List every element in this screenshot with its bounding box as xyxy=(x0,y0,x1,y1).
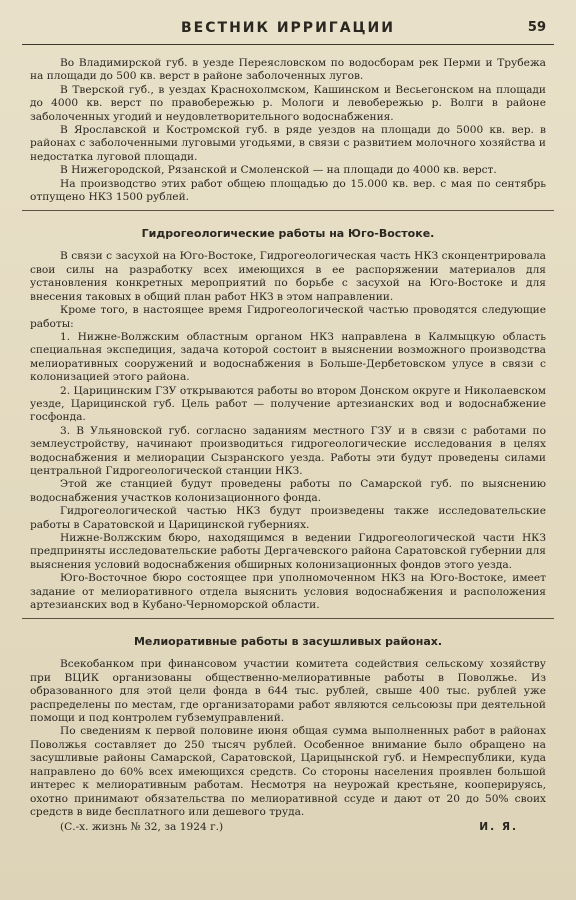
section-divider xyxy=(22,618,554,619)
section-divider xyxy=(22,210,554,211)
paragraph: В Нижегородской, Рязанской и Смоленской — на площади до 4000 кв. верст. xyxy=(60,164,497,177)
paragraph: По сведениям к первой половине июня общая сумма выполненных работ в районах Поволжья составляет до 250 тысяч рублей. Особенное внимание было обращено на засушливые районы Самарской, Саратовской, Царицынской губ. и Немреспублики, куда направлено до 60% всех имеющихся средств. Со стороны населения проявлен большой интерес к мелиоративным работам. Несмотря на неурожай крестьяне, кооперируясь, охотно принимают обязательства по мелиоративной ссуде и дают от 20 до 50% своих средств в виде бесплатного или дешевого труда. xyxy=(30,725,546,818)
article-footer xyxy=(30,821,546,839)
paragraph: Всекобанком при финансовом участии комитета содействия сельскому хозяйству при ВЦИК организованы общественно-мелиоративные работы в Поволжье. Из образованного для этой цели фонда в 644 тыс. рублей, свыше 400 тыс. рублей уже распределены по местам, где организаторами работ являются сельсоюзы при деятельной помощи и под контролем губземуправлений. xyxy=(30,658,546,725)
paragraph: 1. Нижне-Волжским областным органом НКЗ направлена в Калмыцкую область специальная экспедиция, задача которой состоит в выяснении возможного производства мелиоративных сооружений и водоснабжения в Больше-Дербетовском улусе в связи с колонизацией этого района. xyxy=(30,330,546,384)
paragraph: В связи с засухой на Юго-Востоке, Гидрогеологическая часть НКЗ сконцентрировала свои силы на разработку всех имеющихся в ее распоряжении материалов для установления конкретных мероприятий по борьбе с засухой на Юго-Востоке и для внесения таковых в общий план работ НКЗ в этом направлении. xyxy=(30,250,546,303)
source-citation: (С.-х. жизнь № 32, за 1924 г.) xyxy=(60,821,224,834)
paragraph: В Тверской губ., в уездах Краснохолмском, Кашинском и Весьегонском на площади до 4000 кв. верст по правобережью р. Мологи и левобережью р. Волги в районе заболоченных угодий и неудовлетворительного водоснабжения. xyxy=(30,83,546,123)
paragraph: На производство этих работ общею площадью до 15.000 кв. вер. с мая по сентябрь отпущено НКЗ 1500 рублей. xyxy=(30,177,546,204)
journal-title: ВЕСТНИК ИРРИГАЦИИ xyxy=(181,20,395,36)
section-hydrogeology xyxy=(30,227,546,612)
paragraph: Этой же станцией будут проведены работы по Самарской губ. по выяснению водоснабжения участков колонизационного фонда. xyxy=(30,478,546,504)
intro-section xyxy=(30,57,546,204)
paragraph: Кроме того, в настоящее время Гидрогеологической частью проводятся следующие работы: xyxy=(30,304,546,330)
page-number: 59 xyxy=(527,20,546,35)
section-melioration xyxy=(30,635,546,819)
paragraph: Нижне-Волжским бюро, находящимся в ведении Гидрогеологической части НКЗ предприняты исследовательские работы Дергачевского района Саратовской губернии для выяснения условий водоснабжения обширных колонизационных фондов этого уезда. xyxy=(30,532,546,571)
paragraph: В Ярославской и Костромской губ. в ряде уездов на площади до 5000 кв. вер. в районах с заболоченными луговыми угодьями, в связи с развитием молочного хозяйства и недостатка луговой площади. xyxy=(30,124,546,163)
paragraph: Юго-Восточное бюро состоящее при уполномоченном НКЗ на Юго-Востоке, имеет задание от мелиоративного отдела выяснить условия водоснабжения и расположения артезианских вод в Кубано-Черноморской области. xyxy=(30,572,546,612)
author-signature: И. Я. xyxy=(479,821,518,834)
paragraph: 3. В Ульяновской губ. согласно заданиям местного ГЗУ и в связи с работами по землеустройству, начинают производиться гидрогеологические исследования в целях водоснабжения и мелиорации Сызранского уезда. Работы эти будут проведены силами центральной Гидрогеологической станции НКЗ. xyxy=(30,424,546,477)
page-header xyxy=(22,18,554,45)
paragraph: Гидрогеологической частью НКЗ будут произведены также исследовательские работы в Саратовской и Царицинской губерниях. xyxy=(30,505,546,531)
paragraph: Во Владимирской губ. в уезде Переясловском по водосборам рек Перми и Трубежа на площади до 500 кв. верст в районе заболоченных лугов. xyxy=(30,57,546,83)
section-heading: Гидрогеологические работы на Юго-Востоке. xyxy=(141,227,435,241)
paragraph: 2. Царицинским ГЗУ открываются работы во втором Донском округе и Николаевском уезде, Царицинской губ. Цель работ — получение артезианских вод и водоснабжение госфонда. xyxy=(30,384,546,424)
section-heading: Мелиоративные работы в засушливых районах. xyxy=(133,635,443,649)
